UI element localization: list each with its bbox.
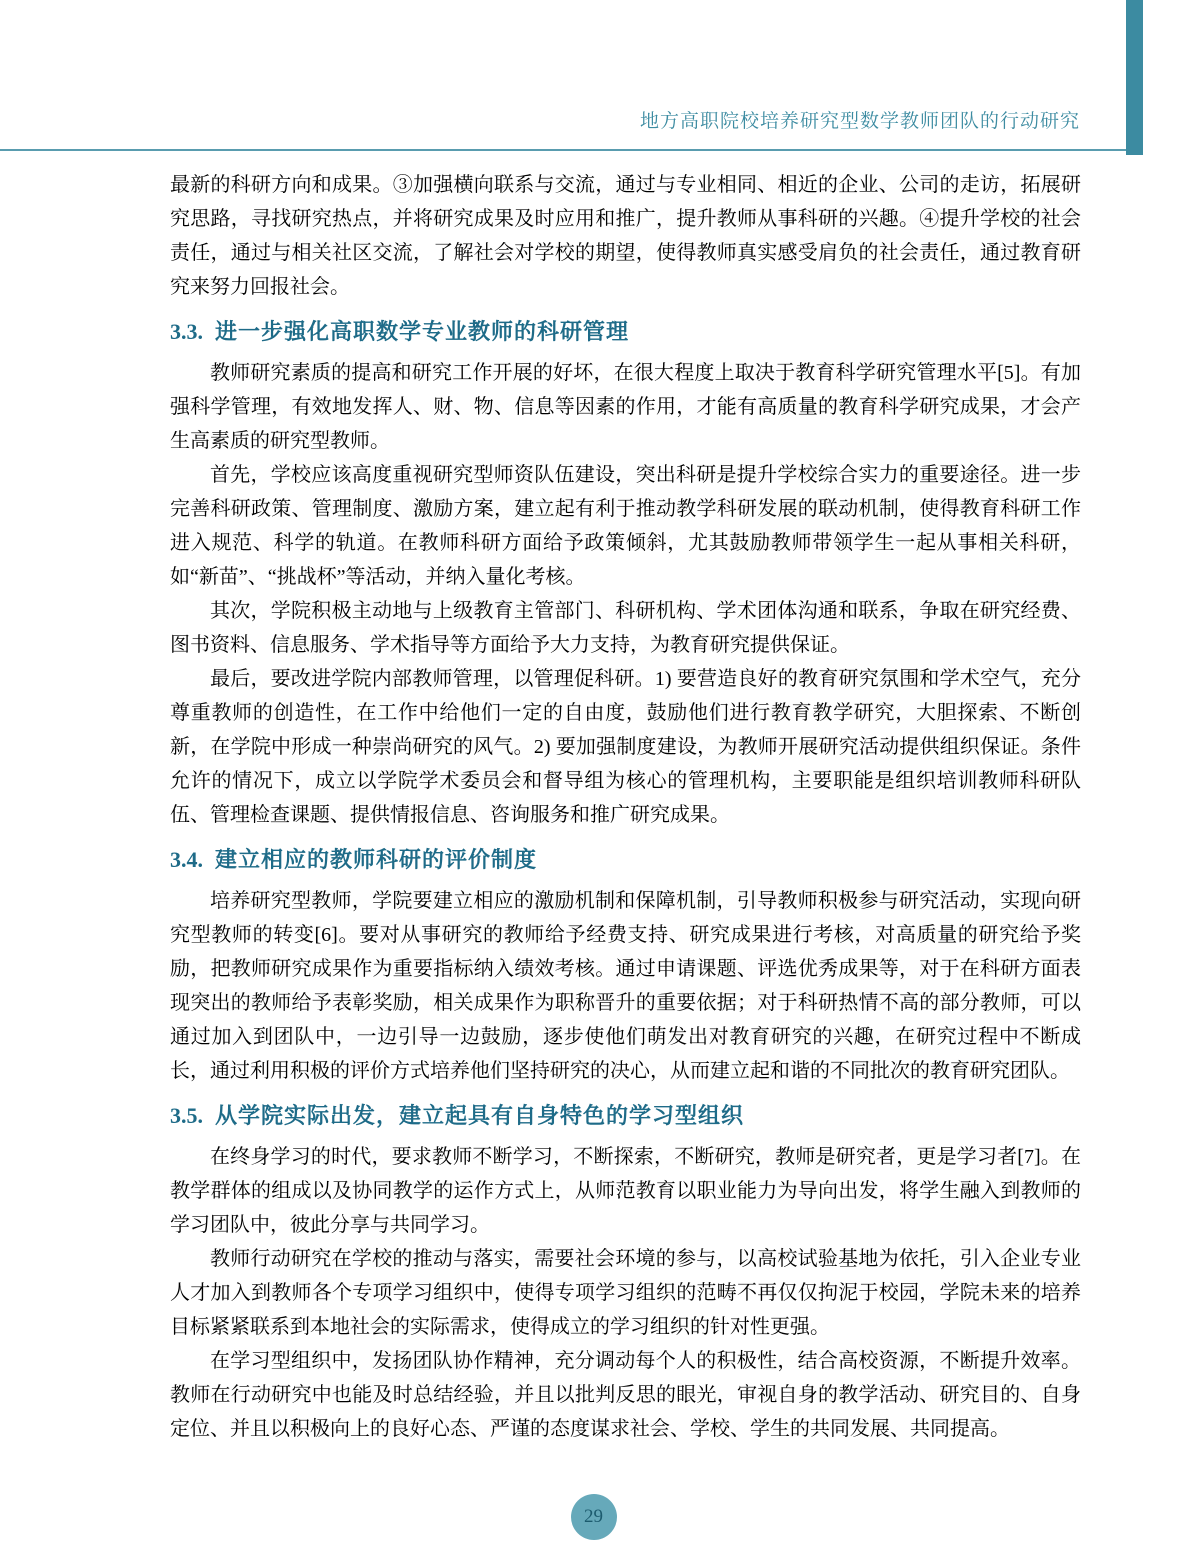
section-number: 3.4. xyxy=(170,847,203,872)
section-number: 3.3. xyxy=(170,319,203,344)
section-title: 从学院实际出发，建立起具有自身特色的学习型组织 xyxy=(215,1103,745,1128)
section-heading-3-3 xyxy=(170,316,1081,348)
body-paragraph: 教师研究素质的提高和研究工作开展的好坏，在很大程度上取决于教育科学研究管理水平[5]。有加强科学管理，有效地发挥人、财、物、信息等因素的作用，才能有高质量的教育科学研究成果，才会产生高素质的研究型教师。 xyxy=(170,362,1081,452)
body-paragraph: 教师行动研究在学校的推动与落实，需要社会环境的参与，以高校试验基地为依托，引入企业专业人才加入到教师各个专项学习组织中，使得专项学习组织的范畴不再仅仅拘泥于校园，学院未来的培养目标紧紧联系到本地社会的实际需求，使得成立的学习组织的针对性更强。 xyxy=(170,1248,1081,1338)
running-head: 地方高职院校培养研究型数学教师团队的行动研究 xyxy=(639,111,1080,132)
body-paragraph: 其次，学院积极主动地与上级教育主管部门、科研机构、学术团体沟通和联系，争取在研究经费、图书资料、信息服务、学术指导等方面给予大力支持，为教育研究提供保证。 xyxy=(170,600,1081,656)
intro-paragraph: 最新的科研方向和成果。③加强横向联系与交流，通过与专业相同、相近的企业、公司的走访，拓展研究思路，寻找研究热点，并将研究成果及时应用和推广，提升教师从事科研的兴趣。④提升学校的社会责任，通过与相关社区交流，了解社会对学校的期望，使得教师真实感受肩负的社会责任，通过教育研究来努力回报社会。 xyxy=(170,174,1081,298)
body-paragraph: 在终身学习的时代，要求教师不断学习，不断探索，不断研究，教师是研究者，更是学习者[7]。在教学群体的组成以及协同教学的运作方式上，从师范教育以职业能力为导向出发，将学生融入到教师的学习团队中，彼此分享与共同学习。 xyxy=(170,1146,1081,1236)
section-heading-3-4 xyxy=(170,844,1081,876)
body-paragraph: 首先，学校应该高度重视研究型师资队伍建设，突出科研是提升学校综合实力的重要途径。进一步完善科研政策、管理制度、激励方案，建立起有利于推动教学科研发展的联动机制，使得教育科研工作进入规范、科学的轨道。在教师科研方面给予政策倾斜，尤其鼓励教师带领学生一起从事相关科研，如“新苗”、“挑战杯”等活动，并纳入量化考核。 xyxy=(170,464,1081,588)
section-heading-3-5 xyxy=(170,1100,1081,1132)
section-number: 3.5. xyxy=(170,1103,203,1128)
body-paragraph: 最后，要改进学院内部教师管理，以管理促科研。1) 要营造良好的教育研究氛围和学术空气，充分尊重教师的创造性，在工作中给他们一定的自由度，鼓励他们进行教育教学研究，大胆探索、不断创新，在学院中形成一种崇尚研究的风气。2) 要加强制度建设，为教师开展研究活动提供组织保证。条件允许的情况下，成立以学院学术委员会和督导组为核心的管理机构，主要职能是组织培训教师科研队伍、管理检查课题、提供情报信息、咨询服务和推广研究成果。 xyxy=(170,668,1081,826)
article-body xyxy=(170,168,1081,1446)
body-paragraph: 培养研究型教师，学院要建立相应的激励机制和保障机制，引导教师积极参与研究活动，实现向研究型教师的转变[6]。要对从事研究的教师给予经费支持、研究成果进行考核，对高质量的研究给予奖励，把教师研究成果作为重要指标纳入绩效考核。通过申请课题、评选优秀成果等，对于在科研方面表现突出的教师给予表彰奖励，相关成果作为职称晋升的重要依据；对于科研热情不高的部分教师，可以通过加入到团队中，一边引导一边鼓励，逐步使他们萌发出对教育研究的兴趣，在研究过程中不断成长，通过利用积极的评价方式培养他们坚持研究的决心，从而建立起和谐的不同批次的教育研究团队。 xyxy=(170,890,1081,1082)
section-title: 建立相应的教师科研的评价制度 xyxy=(215,847,538,872)
page-number: 29 xyxy=(584,1506,603,1527)
page-number-badge xyxy=(571,1494,617,1540)
section-title: 进一步强化高职数学专业教师的科研管理 xyxy=(215,319,630,344)
header-divider xyxy=(0,149,1143,151)
corner-accent-bar xyxy=(1126,0,1143,155)
body-paragraph: 在学习型组织中，发扬团队协作精神，充分调动每个人的积极性，结合高校资源，不断提升效率。教师在行动研究中也能及时总结经验，并且以批判反思的眼光，审视自身的教学活动、研究目的、自身定位、并且以积极向上的良好心态、严谨的态度谋求社会、学校、学生的共同发展、共同提高。 xyxy=(170,1350,1081,1440)
